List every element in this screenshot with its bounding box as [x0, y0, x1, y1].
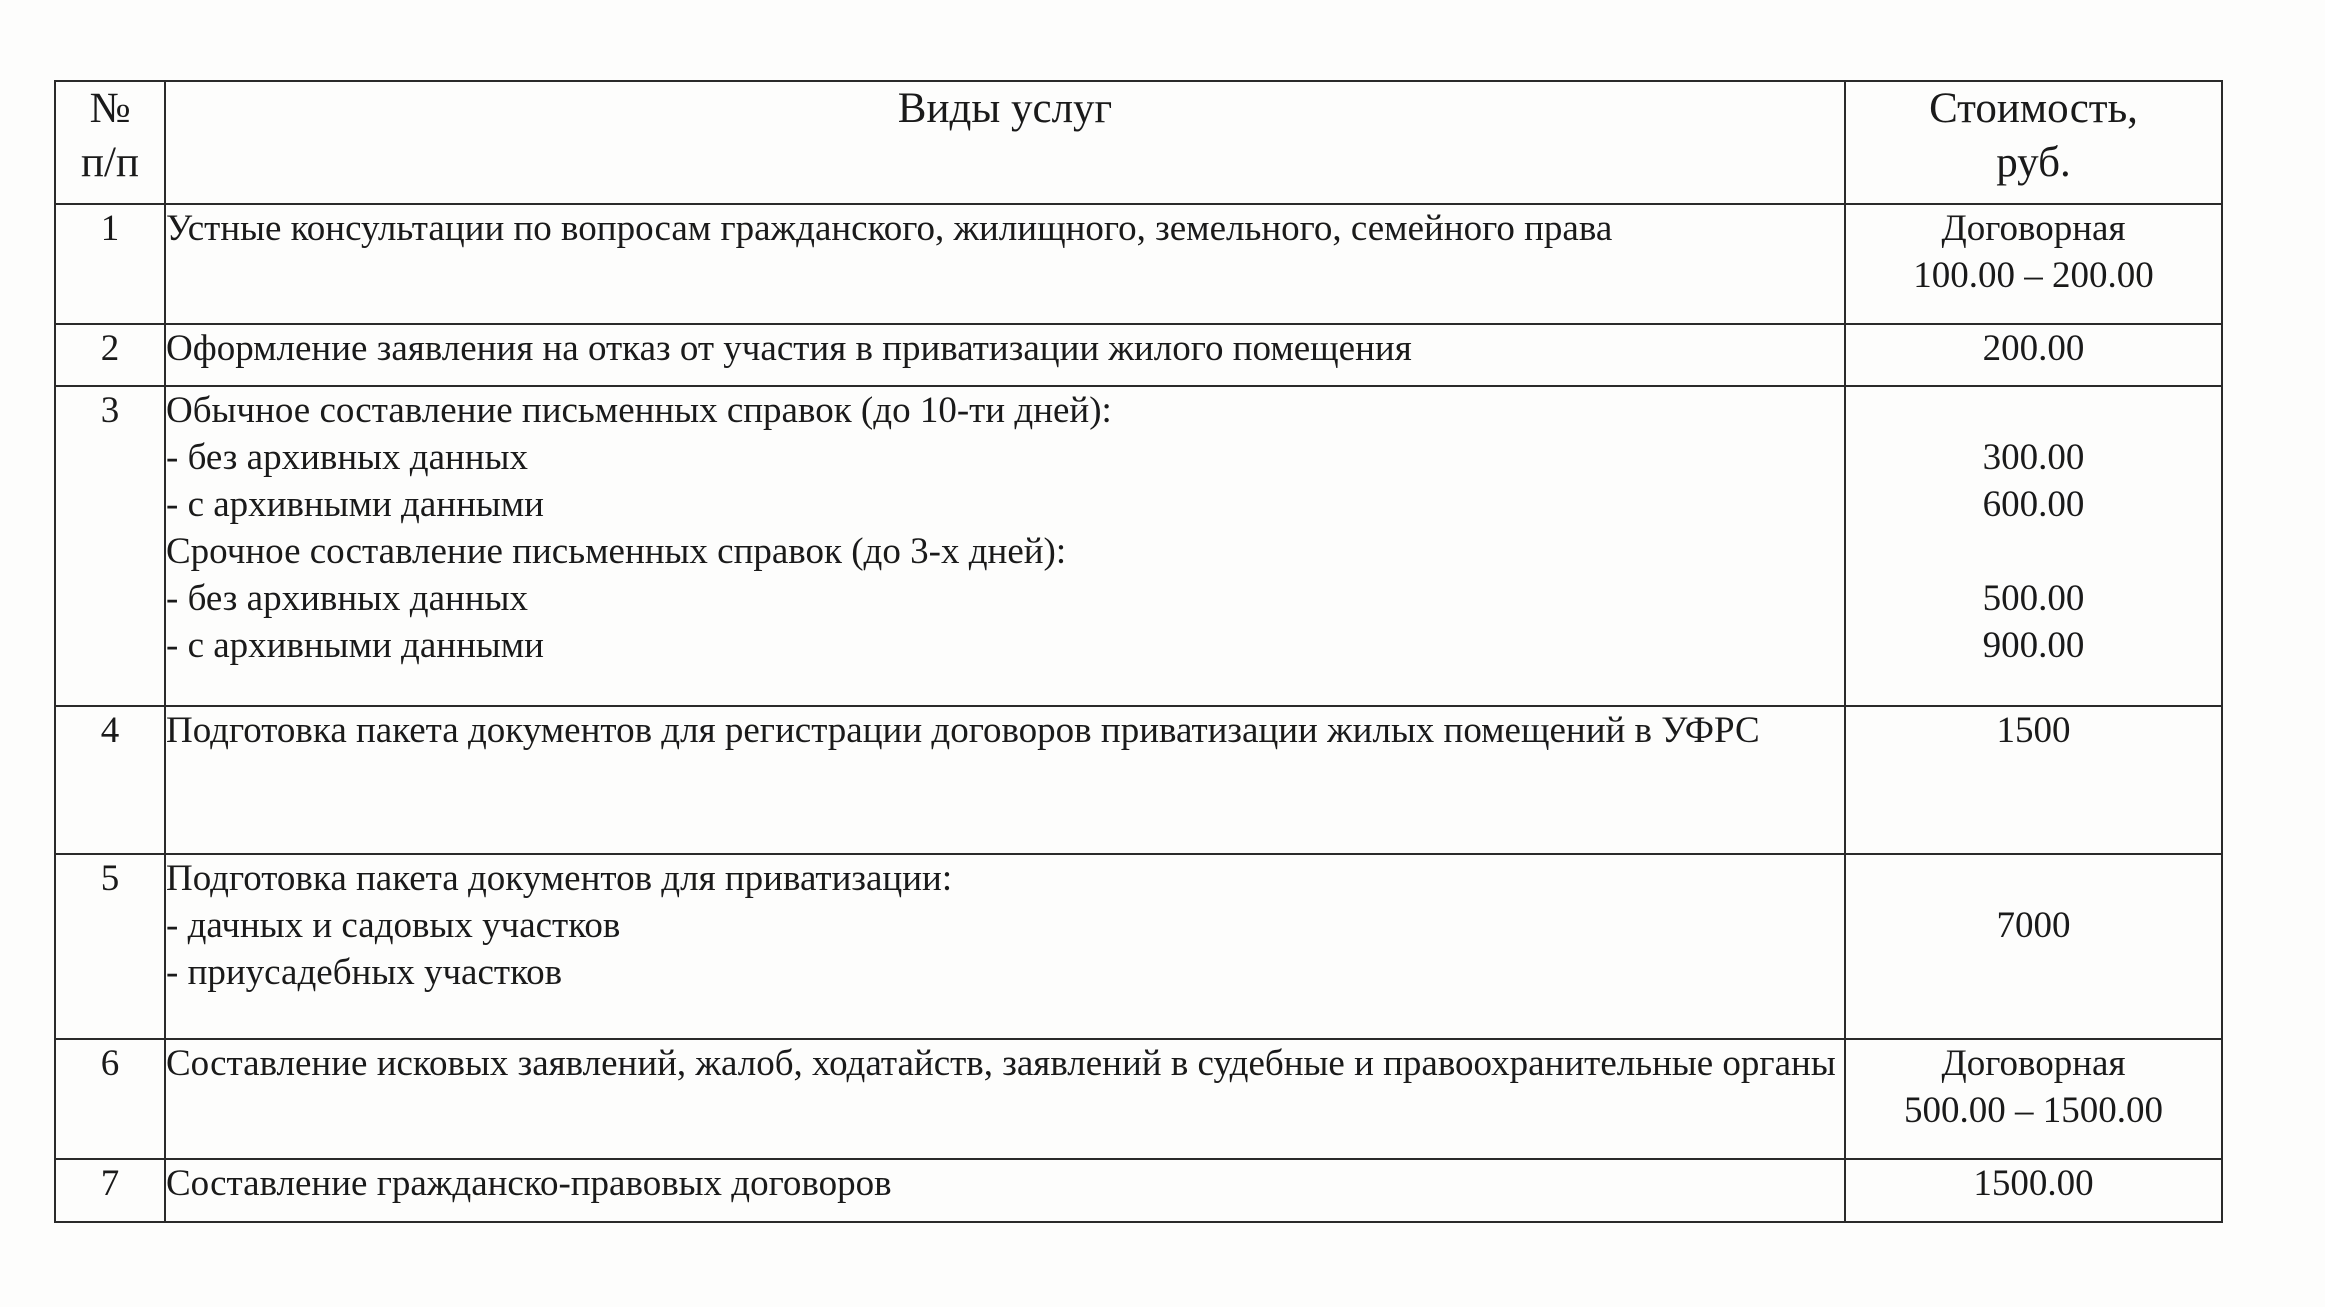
table-row: [55, 854, 2222, 1039]
row-number: 6: [55, 1039, 165, 1159]
services-price-table: [54, 80, 2223, 1223]
table-row: [55, 706, 2222, 854]
row-number: 4: [55, 706, 165, 854]
header-price: Стоимость, руб.: [1845, 81, 2222, 204]
row-price: 200.00: [1845, 324, 2222, 386]
row-description: Устные консультации по вопросам гражданского, жилищного, земельного, семейного права: [165, 204, 1845, 324]
row-description: Подготовка пакета документов для приватизации: - дачных и садовых участков - приусадебных участков: [165, 854, 1845, 1039]
row-price: 1500: [1845, 706, 2222, 854]
header-services: Виды услуг: [165, 81, 1845, 204]
row-price: 300.00 600.00 500.00 900.00: [1845, 386, 2222, 706]
row-price: Договорная 500.00 – 1500.00: [1845, 1039, 2222, 1159]
header-number: № п/п: [55, 81, 165, 204]
table-row: [55, 386, 2222, 706]
table-header-row: [55, 81, 2222, 204]
row-number: 1: [55, 204, 165, 324]
row-number: 5: [55, 854, 165, 1039]
row-description: Обычное составление письменных справок (до 10-ти дней): - без архивных данных - с архивными данными Срочное составление письменных справок (до 3-х дней): - без архивных данных - с архивными данными: [165, 386, 1845, 706]
row-price: 7000: [1845, 854, 2222, 1039]
row-number: 7: [55, 1159, 165, 1222]
table-row: [55, 1159, 2222, 1222]
row-number: 2: [55, 324, 165, 386]
table-row: [55, 204, 2222, 324]
table-row: [55, 324, 2222, 386]
row-number: 3: [55, 386, 165, 706]
row-description: Составление исковых заявлений, жалоб, ходатайств, заявлений в судебные и правоохранительные органы: [165, 1039, 1845, 1159]
row-description: Подготовка пакета документов для регистрации договоров приватизации жилых помещений в УФРС: [165, 706, 1845, 854]
table-row: [55, 1039, 2222, 1159]
row-price: 1500.00: [1845, 1159, 2222, 1222]
row-price: Договорная 100.00 – 200.00: [1845, 204, 2222, 324]
row-description: Составление гражданско-правовых договоров: [165, 1159, 1845, 1222]
row-description: Оформление заявления на отказ от участия в приватизации жилого помещения: [165, 324, 1845, 386]
